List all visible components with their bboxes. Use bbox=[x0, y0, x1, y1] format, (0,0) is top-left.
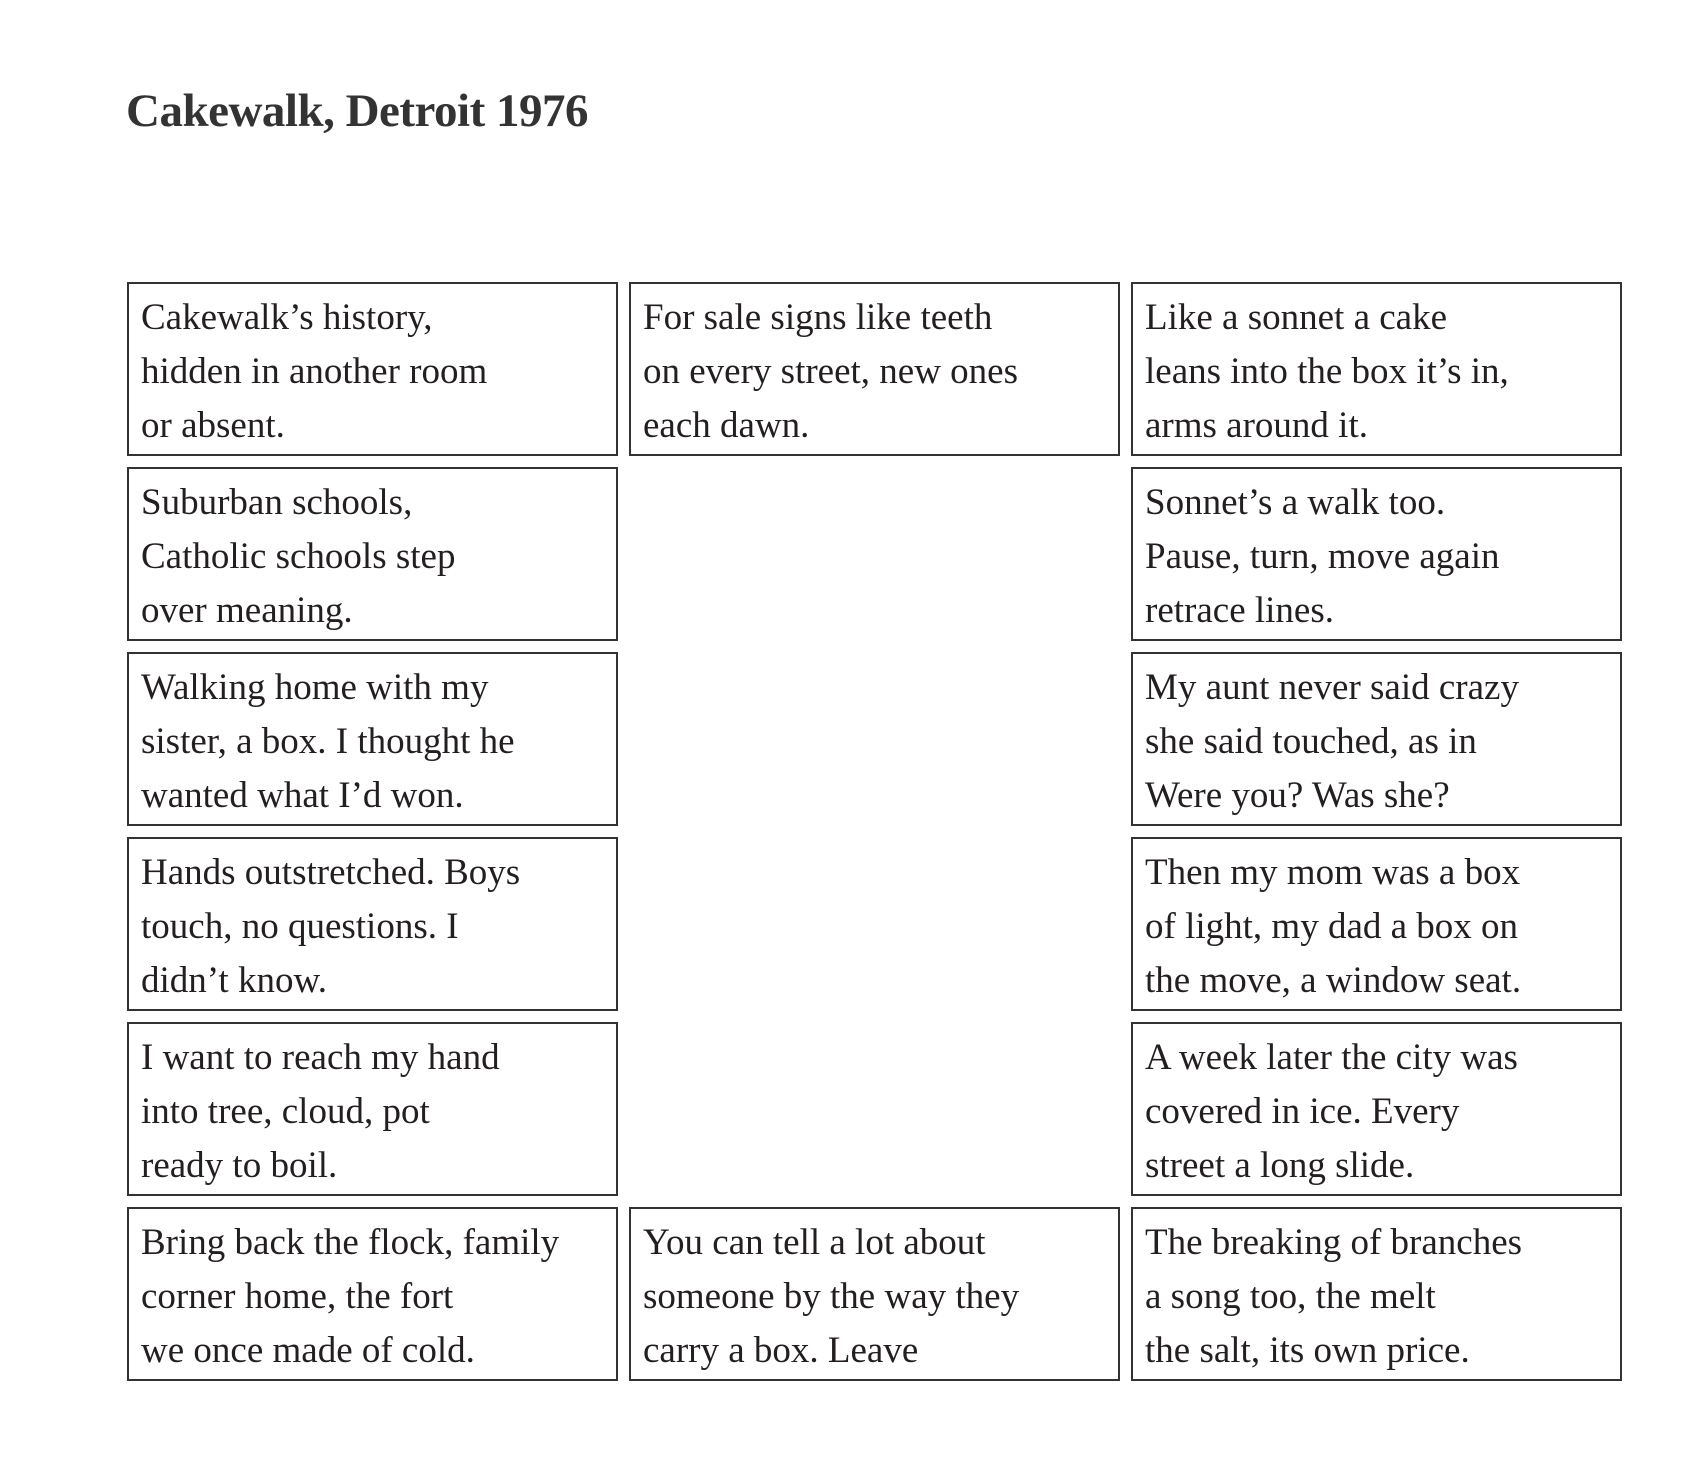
stanza-line: I want to reach my hand bbox=[141, 1037, 500, 1078]
stanza-line: Like a sonnet a cake bbox=[1145, 297, 1448, 338]
stanza-line: we once made of cold. bbox=[141, 1330, 475, 1371]
stanza-line: covered in ice. Every bbox=[1145, 1091, 1460, 1132]
stanza-box bbox=[629, 282, 1120, 456]
stanza-box bbox=[127, 282, 618, 456]
stanza-line: a song too, the melt bbox=[1145, 1276, 1436, 1317]
stanza-line: into tree, cloud, pot bbox=[141, 1091, 430, 1132]
stanza-line: she said touched, as in bbox=[1145, 721, 1477, 762]
stanza-box bbox=[1131, 1022, 1622, 1196]
stanza-line: carry a box. Leave bbox=[643, 1330, 919, 1371]
stanza-line: on every street, new ones bbox=[643, 351, 1019, 392]
stanza-line: hidden in another room bbox=[141, 351, 488, 392]
stanza-line: each dawn. bbox=[643, 405, 810, 446]
stanza-box bbox=[1131, 467, 1622, 641]
stanza-box bbox=[1131, 1207, 1622, 1381]
stanza-line: Hands outstretched. Boys bbox=[141, 852, 521, 893]
stanza-line: Bring back the flock, family bbox=[141, 1222, 560, 1263]
stanza-box bbox=[127, 837, 618, 1011]
stanza-line: leans into the box it’s in, bbox=[1145, 351, 1509, 392]
stanza-line: the salt, its own price. bbox=[1145, 1330, 1470, 1371]
stanza-line: Walking home with my bbox=[141, 667, 489, 708]
stanza-line: Then my mom was a box bbox=[1145, 852, 1521, 893]
stanza-line: didn’t know. bbox=[141, 960, 328, 1001]
stanza-line: Cakewalk’s history, bbox=[141, 297, 433, 338]
stanza-line: The breaking of branches bbox=[1145, 1222, 1523, 1263]
stanza-line: corner home, the fort bbox=[141, 1276, 454, 1317]
stanza-line: For sale signs like teeth bbox=[643, 297, 993, 338]
stanza-box bbox=[127, 1022, 618, 1196]
stanza-box bbox=[127, 652, 618, 826]
stanza-line: wanted what I’d won. bbox=[141, 775, 464, 816]
stanza-line: arms around it. bbox=[1145, 405, 1368, 446]
stanza-line: ready to boil. bbox=[141, 1145, 338, 1186]
stanza-box bbox=[1131, 837, 1622, 1011]
stanza-line: or absent. bbox=[141, 405, 285, 446]
stanza-line: over meaning. bbox=[141, 590, 353, 631]
stanza-box bbox=[127, 467, 618, 641]
stanza-line: of light, my dad a box on bbox=[1145, 906, 1519, 947]
stanza-line: street a long slide. bbox=[1145, 1145, 1415, 1186]
stanza-line: Catholic schools step bbox=[141, 536, 456, 577]
stanza-line: Suburban schools, bbox=[141, 482, 413, 523]
stanza-line: Sonnet’s a walk too. bbox=[1145, 482, 1446, 523]
stanza-line: touch, no questions. I bbox=[141, 906, 459, 947]
stanza-box bbox=[127, 1207, 618, 1381]
stanza-box bbox=[1131, 282, 1622, 456]
stanza-line: the move, a window seat. bbox=[1145, 960, 1522, 1001]
stanza-line: A week later the city was bbox=[1145, 1037, 1518, 1078]
stanza-line: Pause, turn, move again bbox=[1145, 536, 1500, 577]
stanza-line: someone by the way they bbox=[643, 1276, 1020, 1317]
stanza-line: retrace lines. bbox=[1145, 590, 1334, 631]
stanza-line: You can tell a lot about bbox=[643, 1222, 986, 1263]
stanza-line: My aunt never said crazy bbox=[1145, 667, 1519, 708]
stanza-line: Were you? Was she? bbox=[1145, 775, 1450, 816]
stanza-box bbox=[1131, 652, 1622, 826]
stanza-box bbox=[629, 1207, 1120, 1381]
page-title: Cakewalk, Detroit 1976 bbox=[126, 85, 589, 137]
stanza-line: sister, a box. I thought he bbox=[141, 721, 515, 762]
